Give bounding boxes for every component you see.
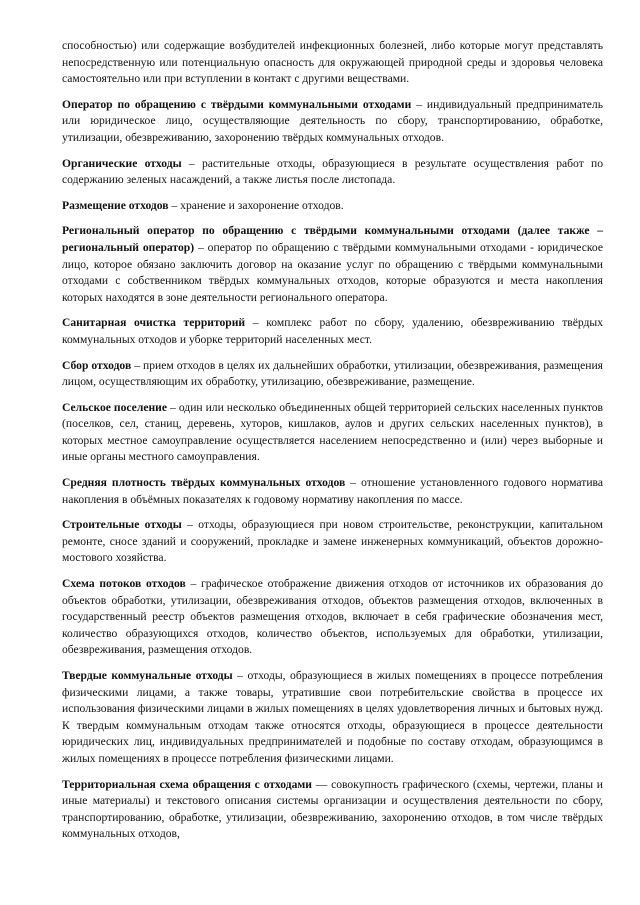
term-label: Санитарная очистка территорий (62, 316, 246, 330)
term-label: Органические отходы (62, 156, 182, 170)
term-definition: растительные отходы, образующиеся в результате осуществления работ по содержанию зеленых насаждений, а также листья после листопада. (62, 156, 604, 187)
term-separator: – (194, 240, 208, 254)
term-definition: совокупность графического (схемы, чертежи, планы и иные материалы) и текстового описания системы организации и осуществления деятельности по сбору, транспортированию, обработке, утилизации, обезвреживанию, захоронению отходов, в том числе твёрдых коммунальных отходов, (62, 777, 603, 841)
definition-average-density (62, 475, 603, 508)
definition-regional-operator (62, 223, 603, 306)
term-definition: отходы, образующиеся при новом строительстве, реконструкции, капитальном ремонте, сносе зданий и сооружений, прокладке и замене инженерных коммуникаций, объектов дорожно-мостового хозяйства. (62, 518, 604, 565)
definition-operator (62, 97, 603, 147)
term-definition: комплекс работ по сбору, удалению, обезвреживанию твёрдых коммунальных отходов и уборке территорий населенных мест. (62, 316, 604, 346)
definition-sanitary-cleaning (62, 315, 603, 348)
term-label: Строительные отходы (62, 518, 182, 532)
term-label: Территориальная схема обращения с отходами (62, 777, 312, 791)
term-definition: отношение установленного годового норматива накопления в объёмных показателях к годовому нормативу накопления по массе. (62, 476, 603, 506)
term-definition: один или несколько объединенных общей территорией сельских населенных пунктов (поселков, сел, станиц, деревень, хуторов, кишлаков, аулов и других сельских населенных пунктов), в которых местное самоуправление осуществляется населением непосредственно и (или) через выборные и иные органы местного самоуправления. (62, 400, 604, 464)
term-definition: индивидуальный предприниматель или юридическое лицо, осуществляющие деятельность по сбору, транспортированию, обработке, утилизации, обезвреживанию, захоронению твёрдых коммунальных отходов. (62, 97, 603, 144)
term-definition: оператор по обращению с твёрдыми коммунальными отходами - юридическое лицо, которое обязано заключить договор на оказание услуг по обращению с твёрдыми коммунальными отходами с собственником твёрдых коммунальных отходов, которые образуются и места накопления которых находятся в зоне деятельности регионального оператора. (62, 240, 604, 304)
term-separator: – (181, 156, 202, 170)
term-label: Схема потоков отходов (62, 577, 186, 591)
term-separator: – (345, 476, 362, 490)
term-separator: — (311, 777, 332, 791)
term-separator: – (411, 97, 427, 111)
definition-waste-placement (62, 198, 603, 215)
definition-organic-waste (62, 156, 603, 189)
term-separator: – (167, 400, 179, 414)
term-label: Оператор по обращению с твёрдыми коммунальными отходами (62, 97, 412, 111)
term-separator: – (185, 577, 201, 591)
definition-rural-settlement (62, 400, 603, 466)
term-separator: – (181, 518, 199, 532)
definition-waste-flow-scheme (62, 576, 603, 659)
term-separator: – (131, 358, 144, 372)
term-definition: прием отходов в целях их дальнейших обработки, утилизации, обезвреживания, размещения лицом, осуществляющим их обработку, утилизацию, обезвреживание, размещение. (62, 358, 603, 389)
term-separator: – (168, 198, 181, 212)
document-page (62, 38, 603, 852)
term-label: Региональный оператор по обращению с твёрдыми коммунальными отходами (далее также – региональный оператор) (62, 224, 603, 254)
term-label: Сельское поселение (62, 400, 167, 414)
definition-municipal-solid-waste (62, 668, 603, 768)
term-definition: графическое отображение движения отходов от источников их образования до объектов обработки, утилизации, обезвреживания отходов, объектов размещения отходов, включенных в государственный реестр объектов размещения отходов, включает в себя графические обозначения мест, количество образующихся отходов, количество объектов, используемых для обработки, утилизации, обезвреживания, размещения отходов. (62, 577, 604, 657)
definition-construction-waste (62, 517, 603, 567)
definition-waste-collection (62, 358, 603, 391)
term-label: Средняя плотность твёрдых коммунальных отходов (62, 476, 346, 490)
definition-territorial-scheme (62, 777, 603, 843)
term-separator: – (232, 669, 248, 682)
term-definition: отходы, образующиеся в жилых помещениях в процессе потребления физическими лицами, а также товары, утратившие свои потребительские свойства в процессе их использования физическими лицами в жилых помещениях в целях удовлетворения личных и бытовых нужд. К твердым коммунальным отходам также относятся отходы, образующиеся в процессе деятельности юридических лиц, индивидуальных предпринимателей и подобные по составу отходам, образующимся в жилых помещениях в процессе потребления физическими лицами. (62, 669, 604, 765)
term-label: Размещение отходов (62, 198, 169, 212)
term-label: Твердые коммунальные отходы (62, 669, 233, 682)
term-separator: – (245, 316, 267, 330)
term-label: Сбор отходов (62, 358, 132, 372)
term-definition: хранение и захоронение отходов. (180, 198, 344, 212)
intro-paragraph: способностью) или содержащие возбудителей инфекционных болезней, либо которые могут представлять непосредственную или потенциальную опасность для окружающей природной среды и здоровья человека самостоятельно или при вступлении в контакт с другими веществами. (62, 39, 603, 86)
